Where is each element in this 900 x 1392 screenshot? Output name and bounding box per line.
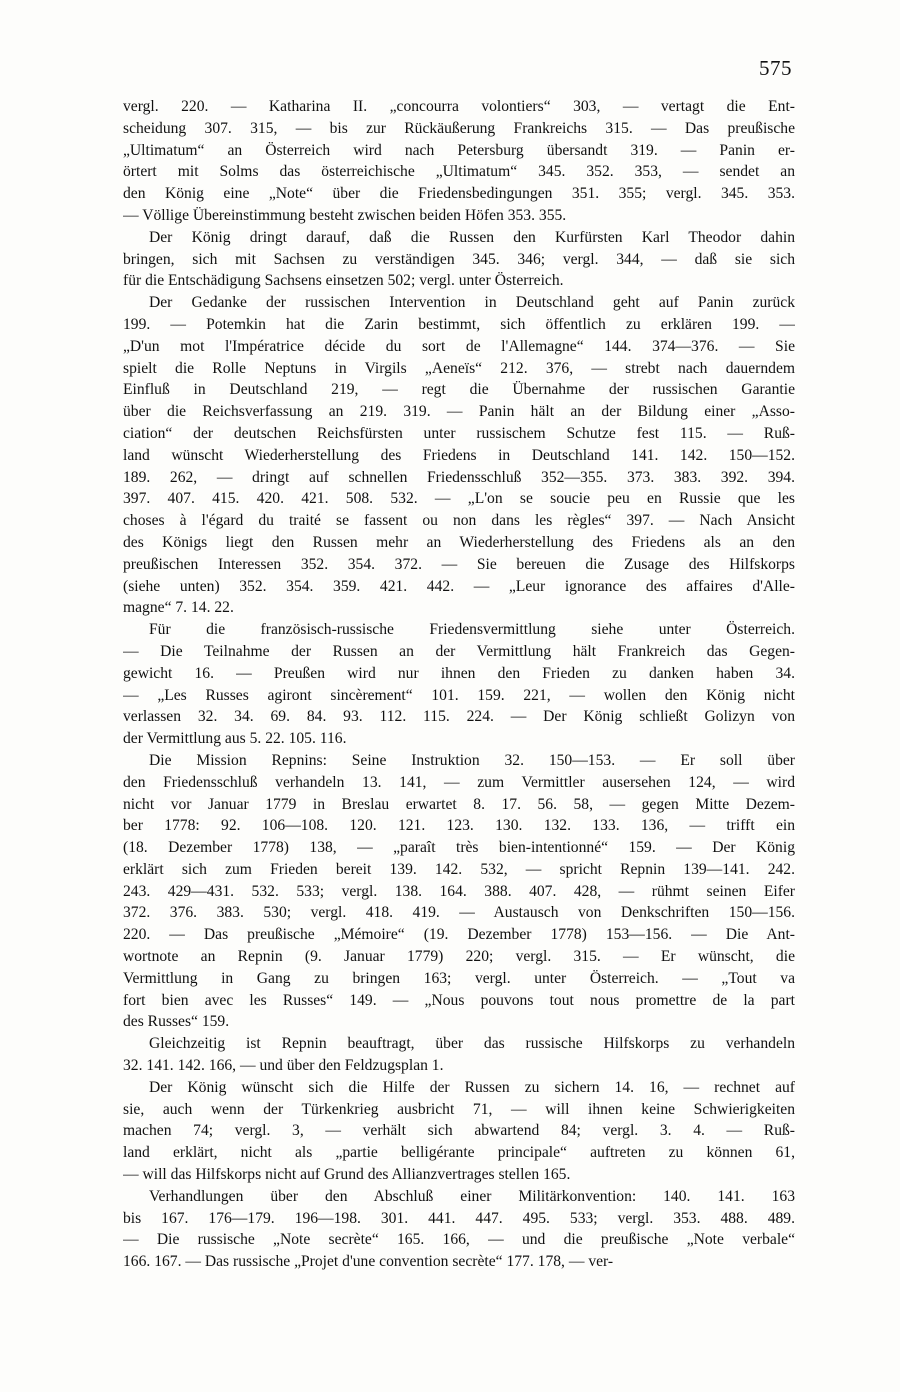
text-line: magne“ 7. 14. 22. [123, 599, 234, 617]
text-line: vergl. 220. — Katharina II. „concourra volontiers“ 303, — vertagt die Ent- [123, 98, 795, 115]
index-paragraph [123, 1033, 795, 1077]
text-line: „Ultimatum“ an Österreich wird nach Petersburg übersandt 319. — Panin er- [123, 141, 795, 159]
text-line: preußischen Interessen 352. 354. 372. — Sie bereuen die Zusage des Hilfskorps [123, 555, 795, 573]
index-paragraph [123, 1077, 795, 1186]
text-line: — „Les Russes agiront sincèrement“ 101. 159. 221, — wollen den König nicht [123, 686, 795, 704]
text-line: für die Entschädigung Sachsens einsetzen 502; vergl. unter Österreich. [123, 272, 564, 290]
page-number: 575 [759, 56, 792, 80]
text-line: Gleichzeitig ist Repnin beauftragt, über das russische Hilfskorps zu verhandeln [149, 1035, 795, 1053]
index-paragraph [123, 750, 795, 1033]
text-line: verlassen 32. 34. 69. 84. 93. 112. 115. 224. — Der König schließt Golizyn von [123, 708, 795, 726]
text-line: örtert mit Solms das österreichische „Ultimatum“ 345. 352. 353, — sendet an [123, 163, 795, 181]
text-line: ciation“ der deutschen Reichsfürsten unter russischem Schutze fest 115. — Ruß- [123, 424, 795, 442]
text-line: (18. Dezember 1778) 138, — „paraît très bien-intentionné“ 159. — Der König [123, 839, 795, 857]
index-paragraph [123, 1186, 795, 1273]
text-line: wortnote an Repnin (9. Januar 1779) 220; vergl. 315. — Er wünscht, die [123, 948, 795, 966]
text-line: Die Mission Repnins: Seine Instruktion 32. 150—153. — Er soll über [149, 751, 795, 769]
text-line: des Russes“ 159. [123, 1013, 230, 1031]
text-line: Der König wünscht sich die Hilfe der Russen zu sichern 14. 16, — rechnet auf [149, 1078, 795, 1096]
text-line: machen 74; vergl. 3, — verhält sich abwartend 84; vergl. 3. 4. — Ruß- [123, 1122, 795, 1140]
text-line: Der Gedanke der russischen Intervention in Deutschland geht auf Panin zurück [149, 294, 795, 312]
text-line: 199. — Potemkin hat die Zarin bestimmt, sich öffentlich zu erklären 199. — [123, 315, 795, 333]
text-line: Einfluß in Deutschland 219, — regt die Übernahme der russischen Garantie [123, 381, 795, 399]
text-line: 166. 167. — Das russische „Projet d'une convention secrète“ 177. 178, — ver- [123, 1253, 614, 1271]
text-line: — Völlige Übereinstimmung besteht zwischen beiden Höfen 353. 355. [123, 206, 567, 224]
text-line: spielt die Rolle Neptuns in Virgils „Aeneïs“ 212. 376, — strebt nach dauerndem [123, 359, 795, 377]
text-line: sie, auch wenn der Türkenkrieg ausbricht 71, — will ihnen keine Schwierigkeiten [123, 1100, 795, 1118]
text-line: gewicht 16. — Preußen wird nur ihnen den Frieden zu danken haben 34. [123, 664, 795, 682]
text-line: bringen, sich mit Sachsen zu verständigen 345. 346; vergl. 344, — daß sie sich [123, 250, 795, 268]
text-line: des Königs liegt den Russen mehr an Wiederherstellung des Friedens als an den [123, 533, 795, 551]
text-line: Vermittlung in Gang zu bringen 163; vergl. unter Österreich. — „Tout va [123, 969, 795, 987]
text-line: land erklärt, nicht als „partie belligérante principale“ auftreten zu können 61, [123, 1144, 795, 1162]
text-line: Für die französisch-russische Friedensvermittlung siehe unter Österreich. [149, 621, 795, 639]
index-paragraph [123, 292, 795, 619]
text-line: land wünscht Wiederherstellung des Friedens in Deutschland 141. 142. 150—152. [123, 446, 795, 464]
text-line: choses à l'égard du traité se fassent ou non dans les règles“ 397. — Nach Ansicht [123, 512, 795, 530]
text-line: 397. 407. 415. 420. 421. 508. 532. — „L'on se soucie peu en Russie que les [123, 490, 795, 508]
text-line: Verhandlungen über den Abschluß einer Militärkonvention: 140. 141. 163 [149, 1187, 795, 1205]
text-line: 32. 141. 142. 166, — und über den Feldzugsplan 1. [123, 1057, 444, 1075]
text-line: — will das Hilfskorps nicht auf Grund des Allianzvertrages stellen 165. [123, 1166, 571, 1184]
text-line: nicht vor Januar 1779 in Breslau erwartet 8. 17. 56. 58, — gegen Mitte Dezem- [123, 795, 795, 813]
text-line: fort bien avec les Russes“ 149. — „Nous pouvons tout nous promettre de la part [123, 991, 795, 1009]
text-line: 243. 429—431. 532. 533; vergl. 138. 164. 388. 407. 428, — rühmt seinen Eifer [123, 882, 795, 900]
text-line: bis 167. 176—179. 196—198. 301. 441. 447. 495. 533; vergl. 353. 488. 489. [123, 1209, 795, 1227]
text-line: über die Reichsverfassung an 219. 319. — Panin hält an der Bildung einer „Asso- [123, 403, 795, 421]
text-line: ber 1778: 92. 106—108. 120. 121. 123. 130. 132. 133. 136, — trifft ein [123, 817, 795, 835]
text-line: erklärt sich zum Frieden bereit 139. 142. 532, — spricht Repnin 139—141. 242. [123, 860, 795, 878]
text-line: Der König dringt darauf, daß die Russen den Kurfürsten Karl Theodor dahin [149, 228, 795, 246]
text-line: — Die Teilnahme der Russen an der Vermittlung hält Frankreich das Gegen- [123, 642, 795, 660]
index-paragraph [123, 227, 795, 292]
text-line: der Vermittlung aus 5. 22. 105. 116. [123, 730, 347, 748]
text-line: „D'un mot l'Impératrice décide du sort de l'Allemagne“ 144. 374—376. — Sie [123, 337, 795, 355]
index-paragraph [123, 619, 795, 750]
text-line: 220. — Das preußische „Mémoire“ (19. Dezember 1778) 153—156. — Die Ant- [123, 926, 795, 944]
text-line: scheidung 307. 315, — bis zur Rückäußerung Frankreichs 315. — Das preußische [123, 119, 795, 137]
text-line: den König eine „Note“ über die Friedensbedingungen 351. 355; vergl. 345. 353. [123, 185, 795, 203]
index-text-block [123, 96, 795, 1273]
text-line: den Friedensschluß verhandeln 13. 141, — zum Vermittler ausersehen 124, — wird [123, 773, 795, 791]
index-paragraph [123, 96, 795, 227]
text-line: 372. 376. 383. 530; vergl. 418. 419. — Austausch von Denkschriften 150—156. [123, 904, 795, 922]
text-line: 189. 262, — dringt auf schnellen Friedensschluß 352—355. 373. 383. 392. 394. [123, 468, 795, 486]
text-line: (siehe unten) 352. 354. 359. 421. 442. — „Leur ignorance des affaires d'Alle- [123, 577, 795, 595]
text-line: — Die russische „Note secrète“ 165. 166, — und die preußische „Note verbale“ [123, 1231, 795, 1249]
